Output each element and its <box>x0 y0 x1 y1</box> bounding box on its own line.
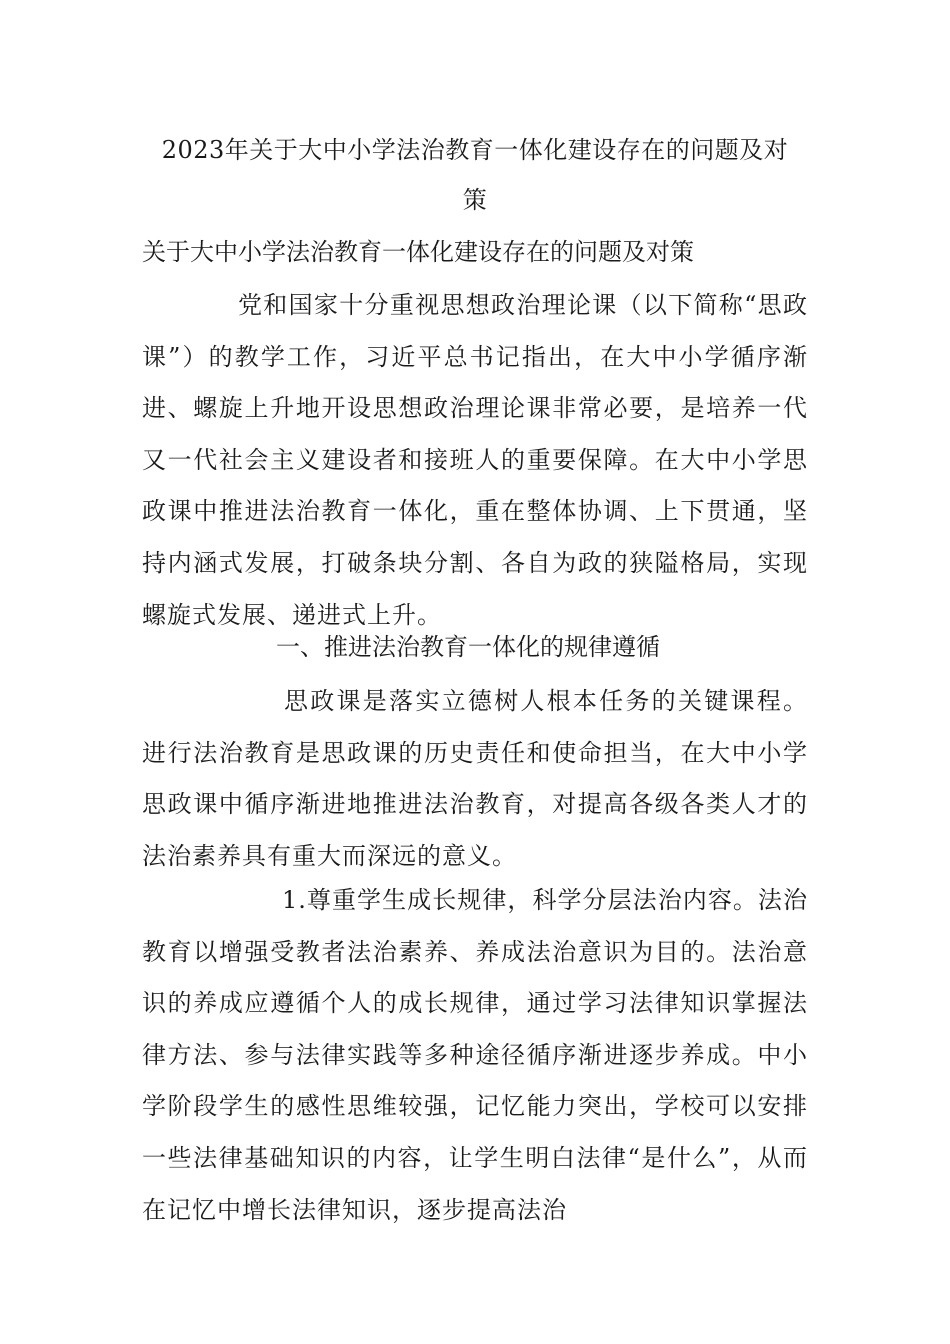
paragraph-point-1: 1.尊重学生成长规律，科学分层法治内容。法治教育以增强受教者法治素养、养成法治意识为目的。法治意识的养成应遵循个人的成长规律，通过学习法律知识掌握法律方法、参与法律实践等多种途径循序渐进逐步养成。中小学阶段学生的感性思维较强，记忆能力突出，学校可以安排一些法律基础知识的内容，让学生明白法律“是什么”，从而在记忆中增长法律知识，逐步提高法治 <box>142 886 808 1224</box>
paragraph-intro: 党和国家十分重视思想政治理论课（以下简称“思政课”）的教学工作，习近平总书记指出，在大中小学循序渐进、螺旋上升地开设思想政治理论课非常必要，是培养一代又一代社会主义建设者和接班人的重要保障。在大中小学思政课中推进法治教育一体化，重在整体协调、上下贯通，坚持内涵式发展，打破条块分割、各自为政的狭隘格局，实现螺旋式发展、递进式上升。 <box>142 291 808 629</box>
section-heading-1: 一、推进法治教育一体化的规律遵循 <box>276 633 660 661</box>
document-title-line-1: 2023年关于大中小学法治教育一体化建设存在的问题及对 <box>161 136 789 164</box>
paragraph-section1-intro: 思政课是落实立德树人根本任务的关键课程。进行法治教育是思政课的历史责任和使命担当，在大中小学思政课中循序渐进地推进法治教育，对提高各级各类人才的法治素养具有重大而深远的意义。 <box>142 687 808 870</box>
document-title-line-2: 策 <box>462 186 488 214</box>
document-subtitle: 关于大中小学法治教育一体化建设存在的问题及对策 <box>142 238 694 266</box>
